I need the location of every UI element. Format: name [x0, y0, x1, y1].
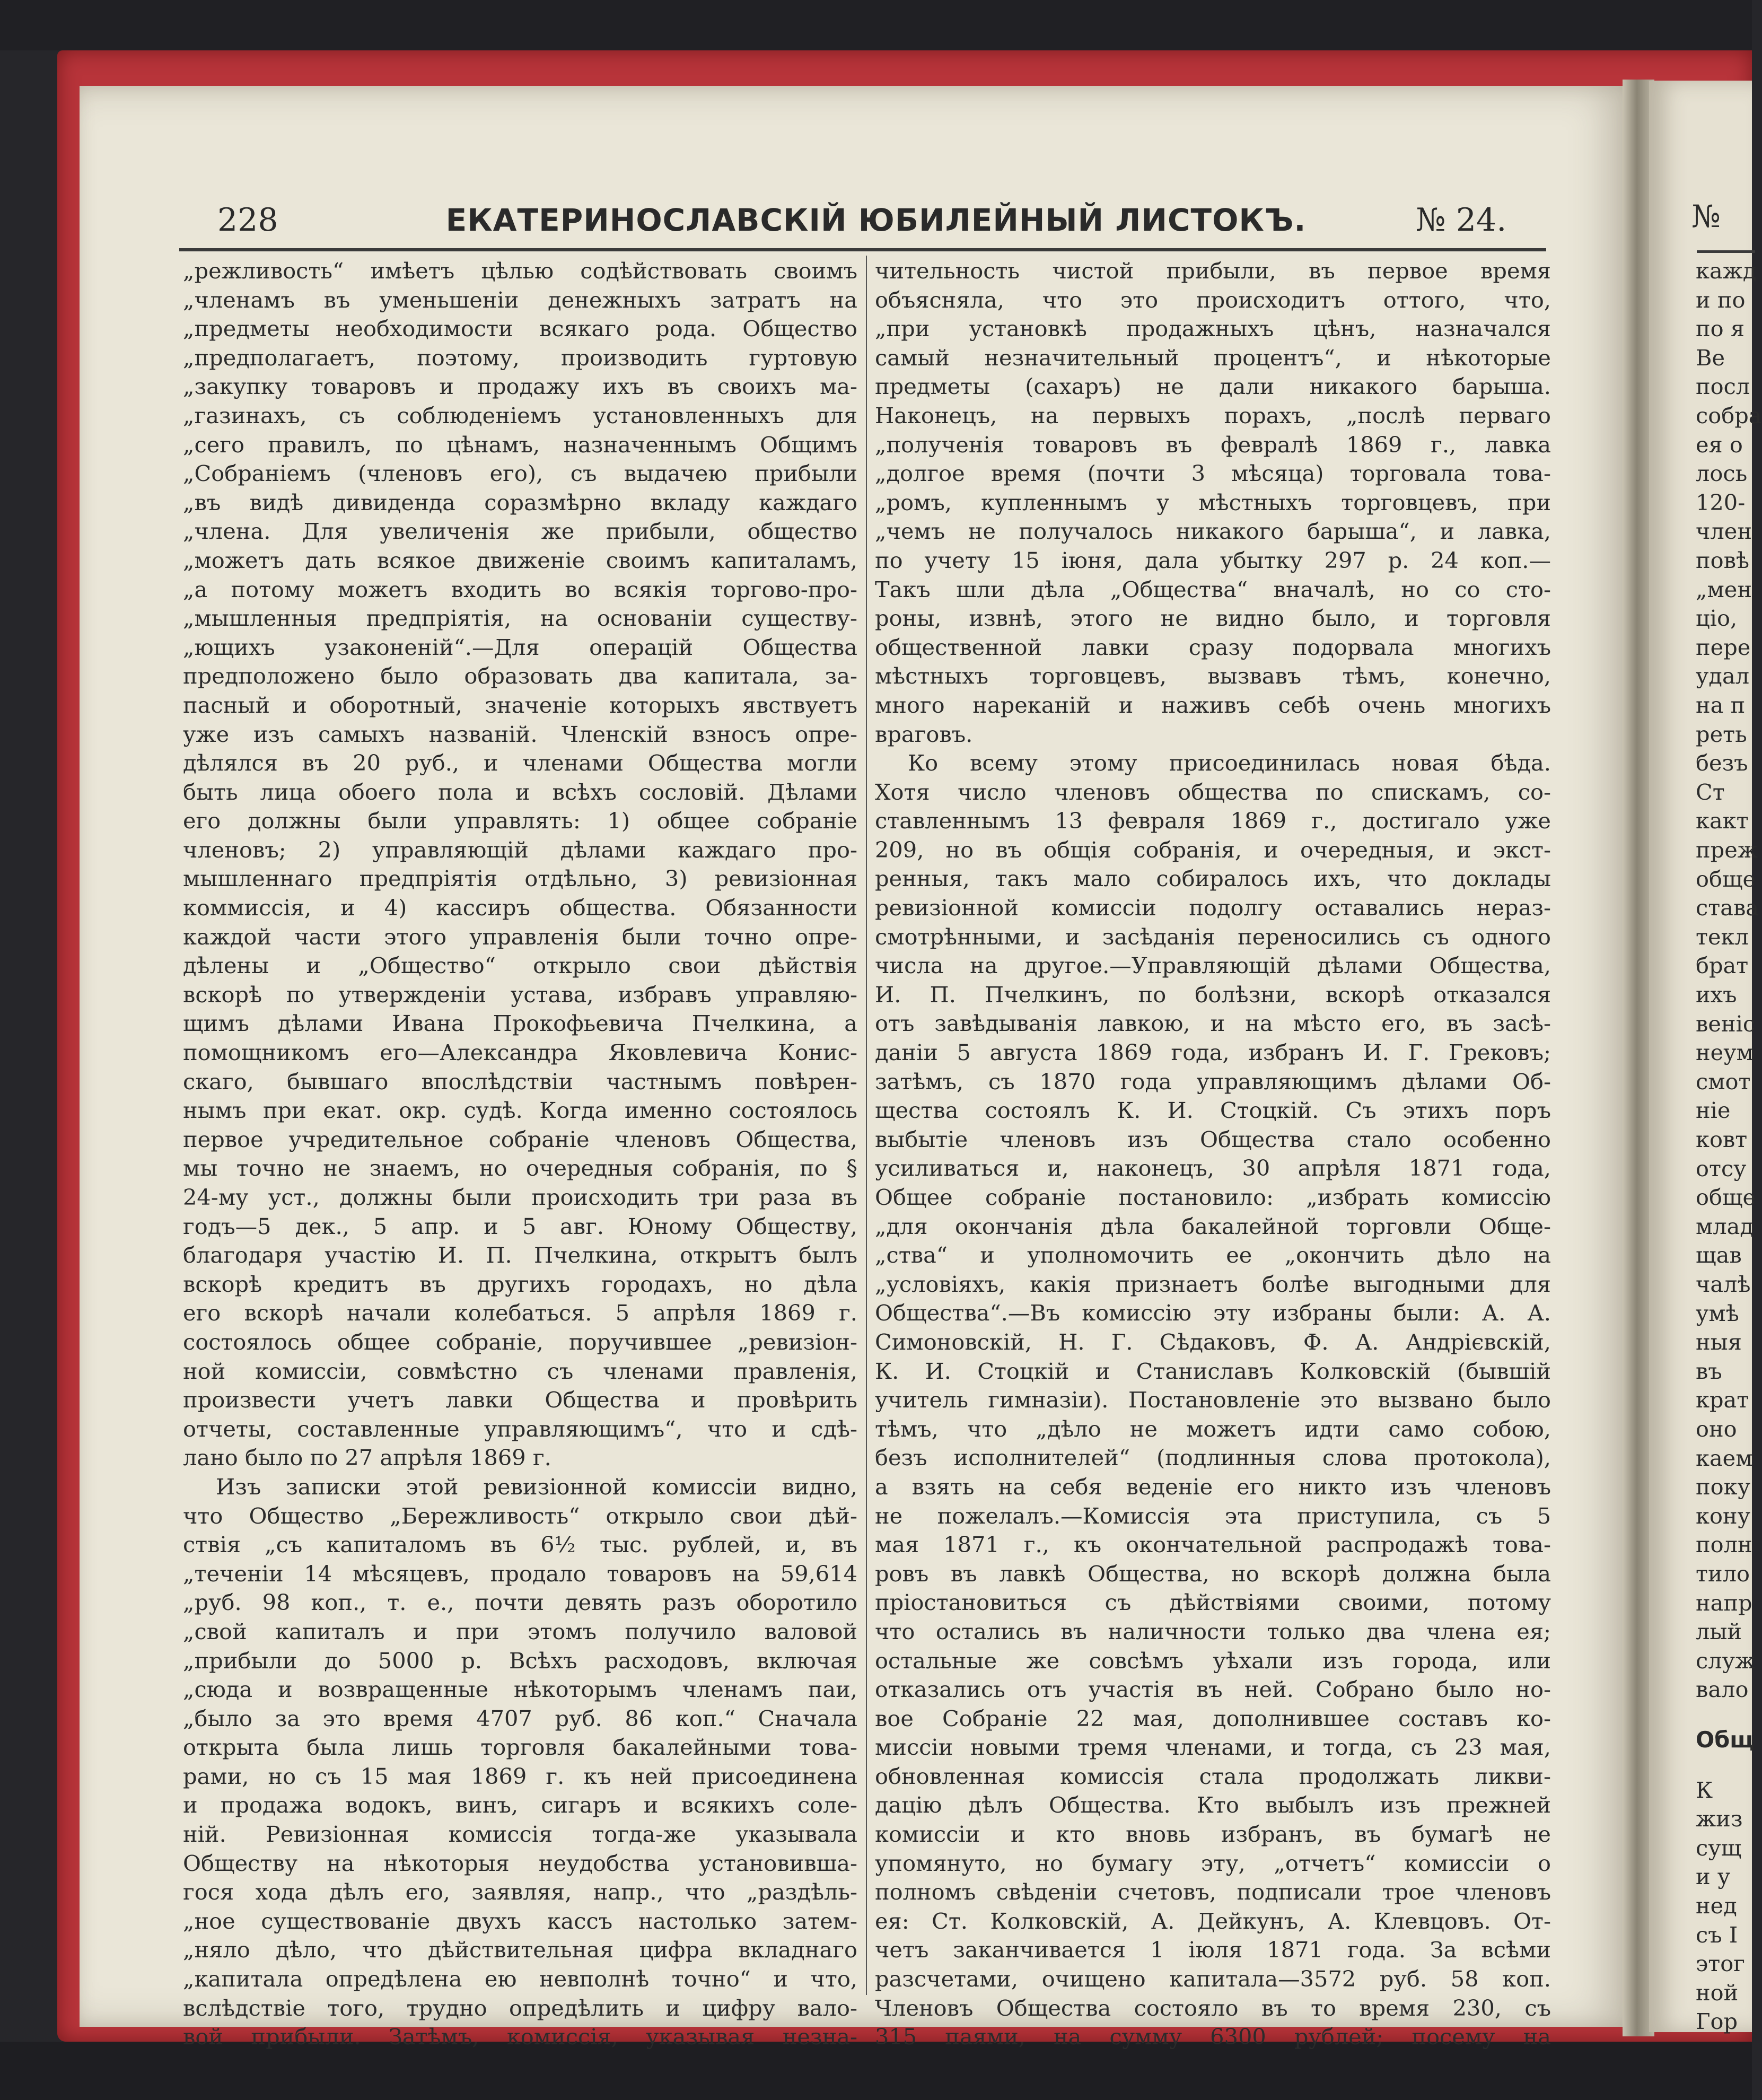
text-line: „долгое время (почти 3 мѣсяца) торговала това- [875, 460, 1551, 487]
text-line: комиссіи и кто вновь избранъ, въ бумагѣ не [875, 1821, 1551, 1848]
text-line: первое учредительное собраніе членовъ Общества, [183, 1126, 857, 1152]
right-page-text-fragment: брат [1696, 952, 1749, 979]
right-page-text-fragment: ной [1696, 1979, 1739, 2006]
text-line: щимъ дѣлами Ивана Прокофьевича Пчелкина, а [183, 1010, 857, 1037]
text-line: благодаря участію И. П. Пчелкина, открытъ былъ [183, 1242, 857, 1268]
text-line: отъ завѣдыванія лавкою, и на мѣсто его, въ засѣ- [875, 1010, 1551, 1037]
text-line: затѣмъ, съ 1870 года управляющимъ дѣлами Об- [875, 1068, 1551, 1095]
text-line: Изъ записки этой ревизіонной комиссіи видно, [216, 1473, 857, 1500]
text-line: „свой капиталъ и при этомъ получило валовой [183, 1618, 857, 1644]
text-line: враговъ. [875, 721, 973, 747]
right-page-text-fragment: неум [1696, 1039, 1754, 1066]
text-line: ній. Ревизіонная комиссія тогда-же указывала [183, 1821, 857, 1848]
text-line: нымъ при екат. окр. судѣ. Когда именно состоялось [183, 1097, 857, 1124]
right-page-text-fragment: безъ [1696, 750, 1748, 776]
page-number: 228 [217, 202, 278, 239]
text-line: полномъ свѣденіи счетовъ, подписали трое членовъ [875, 1879, 1551, 1905]
text-line: объясняла, что это происходитъ оттого, что, [875, 286, 1551, 313]
text-line: каждой части этого управленія были точно опре- [183, 923, 857, 950]
text-line: „ющихъ узаконеній“.—Для операцій Общества [183, 634, 857, 660]
text-line: ровъ въ лавкѣ Общества, но вскорѣ должна была [875, 1560, 1551, 1587]
text-line: „ромъ, купленнымъ у мѣстныхъ торговцевъ, при [875, 489, 1551, 515]
text-line: его должны были управлять: 1) общее собраніе [183, 808, 857, 834]
right-page-text-fragment: обще [1696, 1184, 1756, 1211]
right-page-text-fragment: оно [1696, 1416, 1737, 1442]
text-line: „члена. Для увеличенія же прибыли, общество [183, 518, 857, 545]
text-line: предметы (сахаръ) не дали никакого барыша. [875, 373, 1551, 400]
text-line: мая 1871 г., къ окончательной распродажѣ това- [875, 1532, 1551, 1558]
text-line: миссіи новыми тремя членами, и тогда, съ 23 мая, [875, 1734, 1551, 1761]
text-line: Ко всему этому присоединилась новая бѣда. [908, 750, 1551, 776]
text-line: „прибыли до 5000 р. Всѣхъ расходовъ, включая [183, 1647, 857, 1674]
text-line: не пожелалъ.—Комиссія эта приступила, съ 5 [875, 1502, 1551, 1529]
right-page-text-fragment: Общ [1696, 1727, 1755, 1753]
text-line: тѣмъ, что „дѣло не можетъ идти само собою, [875, 1415, 1551, 1442]
text-line: скаго, бывшаго впослѣдствіи частнымъ повѣрен- [183, 1068, 857, 1095]
text-line: „членамъ въ уменьшеніи денежныхъ затратъ на [183, 286, 857, 313]
right-page-text-fragment: текл [1696, 923, 1749, 950]
column-divider [866, 256, 867, 1995]
right-page-text-fragment: ковт [1696, 1126, 1748, 1152]
text-line: а взять на себя веденіе его никто изъ членовъ [875, 1473, 1551, 1500]
text-line: произвести учетъ лавки Общества и провѣрить [183, 1387, 857, 1413]
right-page-text-fragment: полн [1696, 1532, 1752, 1558]
text-line: что остались въ наличности только два члена ея; [875, 1618, 1551, 1644]
right-page-text-fragment: ныя [1696, 1329, 1742, 1355]
text-line: „ное существованіе двухъ кассъ настолько затем- [183, 1908, 857, 1934]
right-page-text-fragment: и у [1696, 1863, 1731, 1890]
right-page-text-fragment: каем [1696, 1445, 1753, 1471]
text-line: смотрѣнными, и засѣданія переносились съ одного [875, 923, 1551, 950]
right-page-text-fragment: кону [1696, 1502, 1751, 1529]
text-line: обновленная комиссія стала продолжать ликви- [875, 1763, 1551, 1789]
text-line: учитель гимназіи). Постановленіе это вызвано было [875, 1387, 1551, 1413]
right-page-text-fragment: отсу [1696, 1155, 1747, 1182]
text-line: чительность чистой прибыли, въ первое время [875, 258, 1551, 284]
right-page-text-fragment: съ І [1696, 1921, 1738, 1948]
text-line: отказались отъ участія въ ней. Собрано было но- [875, 1676, 1551, 1703]
right-page-text-fragment: по я [1696, 316, 1745, 342]
text-line: Общества“.—Въ комиссію эту избраны были: А. А. [875, 1300, 1551, 1326]
text-line: дѣлялся въ 20 руб., и членами Общества могли [183, 750, 857, 776]
text-line: Такъ шли дѣла „Общества“ вначалѣ, но со сто- [875, 576, 1551, 602]
right-page-text-fragment: става [1696, 895, 1759, 921]
text-line: безъ исполнителей“ (подлинныя слова протокола), [875, 1445, 1551, 1471]
text-line: ствія „съ капиталомъ въ 6½ тыс. рублей, и, въ [183, 1532, 857, 1558]
text-line: 209, но въ общія собранія, и очередныя, и экст- [875, 836, 1551, 863]
right-page-header-rule [1697, 250, 1755, 253]
text-line: дацію дѣлъ Общества. Кто выбылъ изъ прежней [875, 1792, 1551, 1818]
left-text-column [183, 257, 857, 2052]
text-line: вскорѣ кредитъ въ другихъ городахъ, но дѣла [183, 1271, 857, 1297]
right-page-text-fragment: млад [1696, 1213, 1754, 1239]
newspaper-title: ЕКАТЕРИНОСЛАВСКІЙ ЮБИЛЕЙНЫЙ ЛИСТОКЪ. [445, 202, 1307, 238]
text-line: „ства“ и уполномочить ее „окончить дѣло на [875, 1242, 1551, 1268]
right-page-text-fragment: Гор [1696, 2008, 1738, 2035]
text-line: „няло дѣло, что дѣйствительная цифра вкладнаго [183, 1937, 857, 1963]
text-line: „сего правилъ, по цѣнамъ, назначеннымъ Общимъ [183, 431, 857, 458]
right-page-text-fragment: удал [1696, 663, 1750, 689]
text-line: Обществу на нѣкоторыя неудобства установивша- [183, 1850, 857, 1876]
right-page-text-fragment: 120- [1696, 489, 1746, 515]
text-line: ной комиссіи, совмѣстно съ членами правленія, [183, 1358, 857, 1384]
right-page-text-fragment: тило [1696, 1561, 1750, 1587]
right-page-text-fragment: ея о [1696, 431, 1743, 458]
right-page-text-fragment: собра [1696, 402, 1762, 428]
text-line: Наконецъ, на первыхъ порахъ, „послѣ перваго [875, 402, 1551, 428]
text-line: и продажа водокъ, винъ, сигаръ и всякихъ соле- [183, 1792, 857, 1818]
right-page-text-fragment: ихъ [1696, 982, 1737, 1008]
text-line: Хотя число членовъ общества по спискамъ, со- [875, 778, 1551, 805]
text-line: „а потому можетъ входить во всякія торгово-про- [183, 576, 857, 602]
text-line: открыта была лишь торговля бакалейными това- [183, 1734, 857, 1761]
text-line: вое Собраніе 22 мая, дополнившее составъ ко- [875, 1705, 1551, 1731]
right-page-text-fragment: ціо, [1696, 605, 1738, 632]
text-line: ея: Ст. Колковскій, А. Дейкунъ, А. Клевцовъ. От- [875, 1908, 1551, 1934]
text-line: „полученія товаровъ въ февралѣ 1869 г., лавка [875, 431, 1551, 458]
right-page-text-fragment: смот [1696, 1068, 1751, 1095]
text-line: вой прибыли. Затѣмъ, комиссія, указывая незна- [183, 2024, 857, 2050]
text-line: роны, извнѣ, этого не видно было, и торговля [875, 605, 1551, 632]
text-line: „капитала опредѣлена ею невполнѣ точно“ и что, [183, 1966, 857, 1992]
text-line: „предметы необходимости всякаго рода. Общество [183, 316, 857, 342]
right-page-text-fragment: жиз [1696, 1806, 1743, 1832]
right-page-text-fragment: вало [1696, 1676, 1749, 1703]
right-page-text-fragment: нед [1696, 1893, 1737, 1919]
text-line: „въ видѣ дивиденда соразмѣрно вкладу каждаго [183, 489, 857, 515]
text-line: „закупку товаровъ и продажу ихъ въ своихъ ма- [183, 373, 857, 400]
right-page-text-fragment: кажд [1696, 258, 1757, 284]
text-line: И. П. Пчелкинъ, по болѣзни, вскорѣ отказался [875, 981, 1551, 1008]
text-line: „руб. 98 коп., т. е., почти девять разъ оборотило [183, 1589, 857, 1616]
text-line: общественной лавки сразу подорвала многихъ [875, 634, 1551, 660]
text-line: предположено было образовать два капитала, за- [183, 663, 857, 689]
text-line: усиливаться и, наконецъ, 30 апрѣля 1871 года, [875, 1155, 1551, 1182]
background-top [0, 0, 1752, 50]
right-page-text-fragment: посл [1696, 373, 1750, 400]
text-line: по учету 15 іюня, дала убытку 297 р. 24 коп.— [875, 547, 1551, 573]
right-page-text-fragment: служ [1696, 1647, 1756, 1674]
text-line: гося хода дѣлъ его, заявляя, напр., что „раздѣль- [183, 1879, 857, 1905]
right-page-text-fragment: лось [1696, 460, 1748, 487]
right-page-text-fragment: лый [1696, 1618, 1742, 1645]
right-page-text-fragment: этог [1696, 1950, 1745, 1977]
text-line: „условіяхъ, какія признаетъ болѣе выгодными для [875, 1271, 1551, 1297]
right-page-edge [1649, 81, 1762, 2035]
right-page-text-fragment: и по [1696, 286, 1746, 313]
text-line: „теченіи 14 мѣсяцевъ, продало товаровъ на 59,614 [183, 1560, 857, 1587]
text-line: лано было по 27 апрѣля 1869 г. [183, 1445, 551, 1471]
text-line: К. И. Стоцкій и Станиславъ Колковскій (бывшій [875, 1358, 1551, 1384]
text-line: даніи 5 августа 1869 года, избранъ И. Г. Грековъ; [875, 1039, 1551, 1066]
text-line: что Общество „Бережливость“ открыло свои дѣй- [183, 1502, 857, 1529]
text-line: „можетъ дать всякое движеніе своимъ капиталамъ, [183, 547, 857, 573]
text-line: вскорѣ по утвержденіи устава, избравъ управляю- [183, 981, 857, 1008]
text-line: выбытіе членовъ изъ Общества стало особенно [875, 1126, 1551, 1152]
text-line: помощникомъ его—Александра Яковлевича Конис- [183, 1039, 857, 1066]
text-line: пасный и оборотный, значеніе которыхъ явствуетъ [183, 692, 857, 718]
header-rule [179, 248, 1546, 251]
text-line: отчеты, составленные управляющимъ“, что и сдѣ- [183, 1415, 857, 1442]
text-line: 315 паями, на сумму 6300 рублей; посему на [875, 2024, 1551, 2050]
right-page-text-fragment: умѣ [1696, 1300, 1739, 1326]
right-page-text-fragment: Ве [1696, 344, 1725, 371]
right-page-text-fragment: чалѣ [1696, 1271, 1751, 1297]
right-page-text-fragment: повѣ [1696, 547, 1750, 573]
text-line: „чемъ не получалось никакого барыша“, и лавка, [875, 518, 1551, 545]
text-line: членовъ; 2) управляющій дѣлами каждаго про- [183, 836, 857, 863]
text-line: мѣстныхъ торговцевъ, вызвавъ тѣмъ, конечно, [875, 663, 1551, 689]
text-line: ренныя, такъ мало собиралось ихъ, что доклады [875, 865, 1551, 892]
right-page-text-fragment: щав [1696, 1242, 1742, 1268]
right-page-text-fragment: пере [1696, 634, 1751, 660]
text-line: уже изъ самыхъ названій. Членскій взносъ опре- [183, 721, 857, 747]
text-line: мышленнаго предпріятія отдѣльно, 3) ревизіонная [183, 865, 857, 892]
text-line: „предполагаетъ, поэтому, производить гуртовую [183, 344, 857, 371]
text-line: состоялось общее собраніе, поручившее „ревизіон- [183, 1328, 857, 1355]
text-line: коммиссія, и 4) кассиръ общества. Обязанности [183, 895, 857, 921]
text-line: пріостановиться съ дѣйствіями своими, потому [875, 1589, 1551, 1616]
right-page-text-fragment: обще [1696, 865, 1756, 892]
text-line: „для окончанія дѣла бакалейной торговли Обще- [875, 1213, 1551, 1239]
text-line: ставленнымъ 13 февраля 1869 г., достигало уже [875, 808, 1551, 834]
right-page-text-fragment: веніс [1696, 1010, 1756, 1037]
text-line: быть лица обоего пола и всѣхъ сословій. Дѣлами [183, 778, 857, 805]
text-line: дѣлены и „Общество“ открыло свои дѣйствія [183, 952, 857, 979]
text-line: „режливость“ имѣетъ цѣлью содѣйствовать своимъ [183, 258, 857, 284]
text-line: „сюда и возвращенные нѣкоторымъ членамъ паи, [183, 1676, 857, 1703]
right-page-text-fragment: сущ [1696, 1834, 1742, 1861]
text-line: 24-му уст., должны были происходить три раза въ [183, 1184, 857, 1210]
right-page-header-fragment: № [1691, 198, 1721, 234]
text-line: щества состоялъ К. И. Стоцкій. Съ этихъ поръ [875, 1097, 1551, 1124]
right-page-text-fragment: член [1696, 518, 1752, 545]
text-line: разсчетами, очищено капитала—3572 руб. 58 коп. [875, 1966, 1551, 1992]
text-line: Членовъ Общества состояло въ то время 230, съ [875, 1994, 1551, 2021]
text-line: „мышленныя предпріятія, на основаніи существу- [183, 605, 857, 632]
text-line: четъ заканчивается 1 іюля 1871 года. За всѣми [875, 1937, 1551, 1963]
issue-number: № 24. [1416, 202, 1507, 239]
right-page-text-fragment: какт [1696, 808, 1749, 834]
right-page-text-fragment: на п [1696, 692, 1746, 718]
text-line: „при установкѣ продажныхъ цѣнъ, назначался [875, 316, 1551, 342]
text-line: Общее собраніе постановило: „избрать комиссію [875, 1184, 1551, 1210]
right-page-text-fragment: реть [1696, 721, 1747, 747]
text-line: „Собраніемъ (членовъ его), съ выдачею прибыли [183, 460, 857, 487]
right-page-text-fragment: ніе [1696, 1097, 1731, 1124]
right-page-text-fragment: К [1696, 1777, 1713, 1803]
text-line: остальные же совсѣмъ уѣхали изъ города, или [875, 1647, 1551, 1674]
right-text-column [875, 257, 1551, 2052]
text-line: Симоновскій, Н. Г. Сѣдаковъ, Ф. А. Андрієвскій, [875, 1328, 1551, 1355]
right-page-text-fragment: „мен [1696, 576, 1752, 602]
text-line: ревизіонной комиссіи подолгу оставались нераз- [875, 895, 1551, 921]
text-line: мы точно не знаемъ, но очередныя собранія, по § [183, 1155, 857, 1182]
text-line: самый незначительный процентъ“, и нѣкоторые [875, 344, 1551, 371]
right-page-text-fragment: крат [1696, 1387, 1749, 1413]
text-line: „газинахъ, съ соблюденіемъ установленныхъ для [183, 402, 857, 428]
right-page-text-fragment: поку [1696, 1474, 1751, 1500]
right-page-text-fragment: Ст [1696, 778, 1725, 805]
text-line: много нареканій и наживъ себѣ очень многихъ [875, 692, 1551, 718]
text-line: „было за это время 4707 руб. 86 коп.“ Сначала [183, 1705, 857, 1731]
text-line: вслѣдствіе того, трудно опредѣлить и цифру вало- [183, 1994, 857, 2021]
right-page-text-fragment: напр [1696, 1589, 1752, 1616]
text-line: числа на другое.—Управляющій дѣлами Общества, [875, 952, 1551, 979]
text-line: годъ—5 дек., 5 апр. и 5 авг. Юному Обществу, [183, 1213, 857, 1239]
text-line: его вскорѣ начали колебаться. 5 апрѣля 1869 г. [183, 1300, 857, 1326]
right-page-text-fragment: въ [1696, 1358, 1722, 1384]
right-page-text-fragment: преж [1696, 837, 1758, 863]
text-line: упомянуто, но бумагу эту, „отчетъ“ комиссіи о [875, 1850, 1551, 1876]
text-line: рами, но съ 15 мая 1869 г. къ ней присоединена [183, 1763, 857, 1789]
